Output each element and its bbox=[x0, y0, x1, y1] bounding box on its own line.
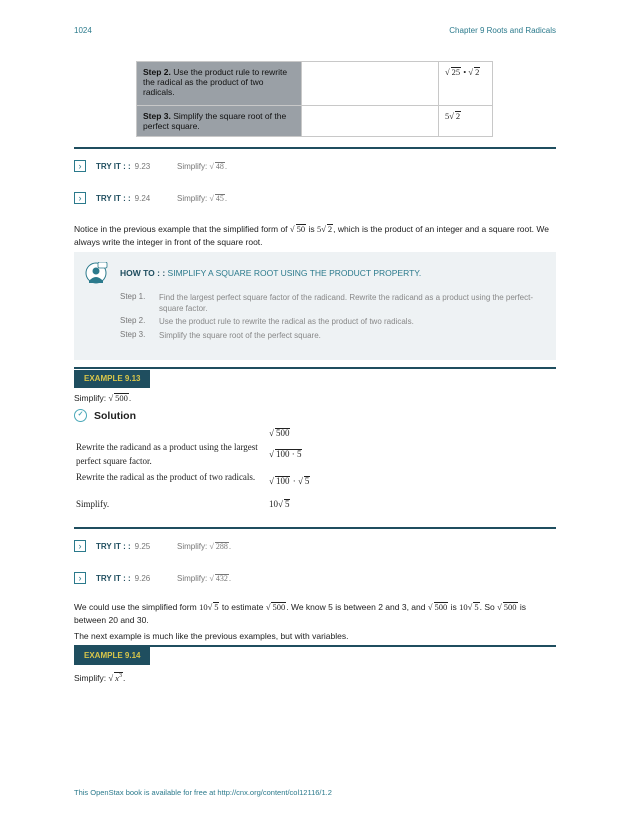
try-it-9-26[interactable]: › TRY IT : : 9.26 Simplify: √ 432. bbox=[74, 572, 150, 584]
step-table bbox=[136, 61, 493, 137]
footer-note: This OpenStax book is available for free at http://cnx.org/content/col12116/1.2 bbox=[74, 788, 332, 797]
example-label: EXAMPLE 9.13 bbox=[74, 370, 150, 388]
table-row bbox=[137, 106, 493, 137]
chevron-right-icon[interactable]: › bbox=[74, 572, 86, 584]
step-number: Step 3. bbox=[120, 330, 146, 339]
section-divider bbox=[74, 147, 556, 149]
chevron-right-icon[interactable]: › bbox=[74, 192, 86, 204]
solution-step-text: Rewrite the radicand as a product using the largest perfect square factor. bbox=[76, 442, 258, 466]
example-prompt: Simplify: √ 500. bbox=[74, 393, 132, 403]
step-cell: Step 3. Simplify the square root of the perfect square. bbox=[137, 106, 302, 137]
estimate-paragraph: We could use the simplified form 10√ 5 to estimate √ 500. We know 5 is between 2 and 3, and √ 500 is 10√ 5. So √ 500 is between 20 and 30. bbox=[74, 602, 527, 625]
result-cell: 5√ 2 bbox=[439, 106, 493, 137]
try-it-9-23[interactable]: › TRY IT : : 9.23 Simplify: √ 48. bbox=[74, 160, 150, 172]
step-text: Simplify the square root of the perfect square. bbox=[159, 331, 321, 340]
notice-paragraph: Notice in the previous example that the simplified form of √ 50 is 5√ 2, which is the product of an integer and a square root. We always write the integer in front of the square root. bbox=[74, 224, 549, 247]
step-text: Find the largest perfect square factor of the radicand. Rewrite the radicand as a product using the perfect-square factor. bbox=[159, 293, 533, 313]
solution-expression: √ 100 · √ 5 bbox=[269, 476, 310, 486]
example-label: EXAMPLE 9.14 bbox=[74, 647, 150, 665]
solution-heading: ✓ Solution bbox=[74, 409, 136, 422]
how-to-box bbox=[74, 252, 556, 360]
transition-paragraph: The next example is much like the previous examples, but with variables. bbox=[74, 631, 349, 641]
page-number: 1024 bbox=[74, 26, 92, 35]
section-divider bbox=[74, 367, 556, 369]
solution-expression: √ 100 · 5 bbox=[269, 449, 302, 459]
step-text: Use the product rule to rewrite the radical as the product of two radicals. bbox=[159, 317, 414, 326]
solution-step-text: Simplify. bbox=[76, 499, 110, 509]
solution-expression: √ 500 bbox=[269, 428, 290, 438]
step-number: Step 2. bbox=[120, 316, 146, 325]
solution-expression: 10√ 5 bbox=[269, 499, 290, 509]
try-it-9-24[interactable]: › TRY IT : : 9.24 Simplify: √ 45. bbox=[74, 192, 150, 204]
how-to-title: HOW TO : : SIMPLIFY A SQUARE ROOT USING THE PRODUCT PROPERTY. bbox=[120, 268, 422, 278]
person-icon bbox=[84, 262, 108, 288]
section-divider bbox=[74, 527, 556, 529]
try-it-9-25[interactable]: › TRY IT : : 9.25 Simplify: √ 288. bbox=[74, 540, 150, 552]
check-circle-icon: ✓ bbox=[74, 409, 87, 422]
step-cell: Step 2. Use the product rule to rewrite the radical as the product of two radicals. bbox=[137, 62, 302, 106]
chevron-right-icon[interactable]: › bbox=[74, 160, 86, 172]
result-cell: √ 25 • √ 2 bbox=[439, 62, 493, 106]
table-row bbox=[137, 62, 493, 106]
chapter-title: Chapter 9 Roots and Radicals bbox=[449, 26, 556, 35]
solution-step-text: Rewrite the radical as the product of two radicals. bbox=[76, 472, 256, 482]
chevron-right-icon[interactable]: › bbox=[74, 540, 86, 552]
example-prompt: Simplify: √ $x^3$. bbox=[74, 672, 126, 683]
step-number: Step 1. bbox=[120, 292, 146, 301]
